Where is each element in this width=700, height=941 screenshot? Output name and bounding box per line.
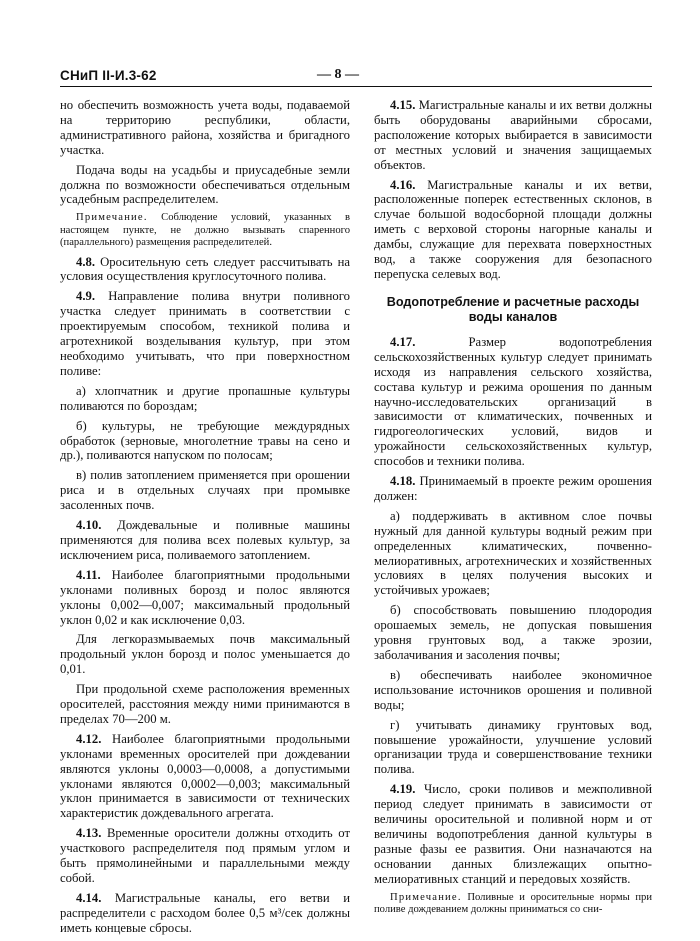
document-code: СНиП II-И.3-62 bbox=[60, 68, 157, 83]
paragraph bbox=[374, 782, 652, 886]
paragraph bbox=[60, 255, 350, 285]
paragraph-text: Магистральные каналы и их ветви должны быть оборудованы аварийными сбросами, расположение которых выбирается в зависимости от местных условий и значения защищаемых объектов. bbox=[374, 98, 652, 172]
paragraph-text: Подача воды на усадьбы и приусадебные земли должна по возможности обеспечиваться отдельным усадебным распределителем. bbox=[60, 162, 350, 207]
paragraph-text: Магистральные каналы, его ветви и распределители с расходом более 0,5 м³/сек должны иметь концевые сбросы. bbox=[60, 890, 350, 935]
paragraph-text: Направление полива внутри поливного участка следует принимать в соответствии с проектируемым способом, техникой полива и агротехникой возделывания культур, при этом необходимо учитывать, что при поверхностном поливе: bbox=[60, 289, 350, 378]
paragraph-text: Дождевальные и поливные машины применяются для полива всех полевых культур, за исключением риса, поливаемого затоплением. bbox=[60, 518, 350, 562]
left-column bbox=[60, 98, 350, 941]
paragraph bbox=[60, 632, 350, 677]
paragraph-text: в) полив затоплением применяется при орошении риса и в отдельных случаях при промывке засоленных почв. bbox=[60, 468, 350, 513]
clause-number: 4.11. bbox=[76, 567, 101, 582]
paragraph-text: Магистральные каналы и их ветви, расположенные поперек естественных склонов, в случае большой водосборной площади должны иметь с верховой стороны нагорные каналы и дамбы, служащие для перехвата поверхностных вод, а также сооружения для безопасного перепуска селевых вод. bbox=[374, 177, 652, 281]
paragraph-text: Принимаемый в проекте режим орошения должен: bbox=[374, 474, 652, 503]
clause-number: 4.9. bbox=[76, 289, 96, 304]
clause-number: 4.15. bbox=[390, 98, 416, 112]
clause-number: 4.16. bbox=[390, 177, 416, 192]
right-column bbox=[374, 98, 652, 921]
paragraph-text: Поливные и оросительные нормы при поливе дождеванием должны приниматься со сни- bbox=[374, 891, 652, 915]
paragraph-text: б) способствовать повышению плодородия орошаемых земель, не допуская повышения уровня грунтовых вод, а также эрозии, заболачивания и засоления почвы; bbox=[374, 603, 652, 662]
paragraph bbox=[60, 163, 350, 208]
page-number: — 8 — bbox=[317, 67, 359, 82]
paragraph bbox=[60, 419, 350, 464]
note-label: Примечание. bbox=[390, 891, 462, 903]
paragraph bbox=[374, 603, 652, 663]
paragraph-text: Наиболее благоприятными продольными уклонами поливных борозд и полос являются уклоны 0,002—0,007; максимальный продольный уклон 0,02 и как исключение 0,03. bbox=[60, 567, 350, 627]
paragraph-text: в) обеспечивать наиболее экономичное использование источников орошения и поливной воды; bbox=[374, 667, 652, 712]
clause-number: 4.10. bbox=[76, 518, 102, 533]
paragraph bbox=[374, 509, 652, 598]
paragraph bbox=[60, 468, 350, 513]
clause-number: 4.14. bbox=[76, 890, 102, 905]
paragraph bbox=[60, 518, 350, 563]
clause-number: 4.8. bbox=[76, 254, 96, 269]
clause-number: 4.19. bbox=[390, 782, 416, 797]
paragraph bbox=[374, 718, 652, 778]
paragraph bbox=[374, 335, 652, 469]
clause-number: 4.12. bbox=[76, 731, 102, 746]
paragraph bbox=[374, 178, 652, 282]
paragraph bbox=[60, 682, 350, 727]
paragraph-text: б) культуры, не требующие междурядных обработок (зерновые, многолетние травы на сено и др.), поливаются напуском по полосам; bbox=[60, 418, 350, 463]
note-paragraph bbox=[374, 892, 652, 917]
paragraph-text: но обеспечить возможность учета воды, подаваемой на территорию республики, области, административного района, хозяйства и бригадного участка. bbox=[60, 98, 350, 157]
paragraph bbox=[60, 732, 350, 821]
paragraph bbox=[60, 826, 350, 886]
paragraph bbox=[60, 384, 350, 414]
paragraph-text: Наиболее благоприятными продольными уклонами временных оросителей при дождевании являются уклоны 0,0003—0,0008, а допустимыми уклонами являются 0,0002—0,003; максимальный уклон принимается в зависимости от технических характеристик дождевального агрегата. bbox=[60, 731, 350, 821]
paragraph-text: а) хлопчатник и другие пропашные культуры поливаются по бороздам; bbox=[60, 383, 350, 413]
paragraph-text: Оросительную сеть следует рассчитывать на условия осуществления круглосуточного полива. bbox=[60, 254, 350, 284]
clause-number: 4.13. bbox=[76, 826, 102, 841]
paragraph-text: Для легкоразмываемых почв максимальный продольный уклон борозд и полос уменьшается до 0,01. bbox=[60, 632, 350, 677]
paragraph-text: а) поддерживать в активном слое почвы нужный для данной культуры водный режим при определенных климатических, почвенно-мелиоративных, агротехнических и хозяйственных условиях в целях получения высоких и устойчивых урожаев; bbox=[374, 508, 652, 598]
paragraph-text: При продольной схеме расположения временных оросителей, расстояния между ними принимаются в пределах 70—200 м. bbox=[60, 682, 350, 726]
clause-number: 4.18. bbox=[390, 474, 416, 489]
paragraph bbox=[60, 98, 350, 158]
paragraph-text: г) учитывать динамику грунтовых вод, повышение урожайности, улучшение условий организации труда и совершенствование техники полива. bbox=[374, 717, 652, 777]
paragraph bbox=[60, 568, 350, 628]
page-header bbox=[60, 64, 652, 87]
paragraph bbox=[374, 98, 652, 173]
paragraph bbox=[374, 474, 652, 504]
paragraph bbox=[374, 668, 652, 713]
note-label: Примечание. bbox=[76, 212, 148, 224]
note-paragraph bbox=[60, 212, 350, 249]
section-heading: Водопотребление и расчетные расходы воды каналов bbox=[386, 294, 640, 324]
paragraph-text: Временные оросители должны отходить от участкового распределителя под прямым углом и быть прямолинейными и параллельными между собой. bbox=[60, 826, 350, 885]
paragraph-text: Размер водопотребления сельскохозяйственных культур следует принимать исходя из направления сельского хозяйства, состава культур и режима орошения по данным научно-исследовательских организаций в зависимости от климатических, почвенных и гидрогеологических условий, видов и урожайности сельскохозяйственных культур, способов и техники полива. bbox=[374, 334, 652, 469]
paragraph-text: Соблюдение условий, указанных в настоящем пункте, не должно вызывать спаренного (параллельного) размещения распределителей. bbox=[60, 212, 350, 249]
paragraph bbox=[60, 289, 350, 378]
clause-number: 4.17. bbox=[390, 334, 416, 349]
paragraph-text: Число, сроки поливов и межполивной период следует принимать в зависимости от величины оросительной и поливной норм и от величины водопотребления данной культуры в разные фазы ее развития. Они назначаются на основании данных близлежащих опытно-мелиоративных станций и передовых хозяйств. bbox=[374, 782, 652, 886]
paragraph bbox=[60, 891, 350, 936]
